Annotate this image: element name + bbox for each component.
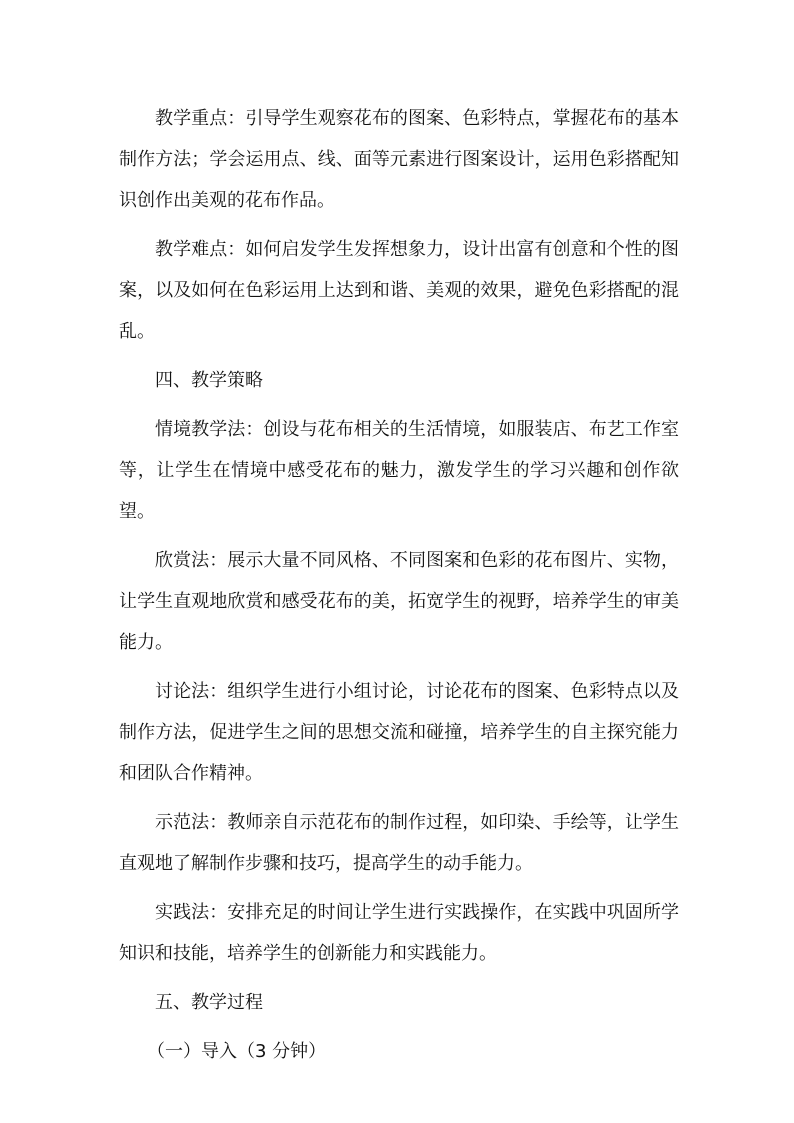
subsection-heading-introduction: （一）导入（3 分钟） (147, 1041, 327, 1062)
strategy-practice-paragraph: 实践法：安排充足的时间让学生进行实践操作，在实践中巩固所学知识和技能，培养学生的创新能力和实践能力。 (119, 902, 679, 964)
section-heading-teaching-strategies: 四、教学策略 (155, 370, 263, 391)
section-heading-teaching-process: 五、教学过程 (155, 992, 263, 1013)
strategy-appreciation-paragraph: 欣赏法：展示大量不同风格、不同图案和色彩的花布图片、实物，让学生直观地欣赏和感受花布的美，拓宽学生的视野，培养学生的审美能力。 (119, 550, 679, 653)
strategy-discussion-paragraph: 讨论法：组织学生进行小组讨论，讨论花布的图案、色彩特点以及制作方法，促进学生之间的思想交流和碰撞，培养学生的自主探究能力和团队合作精神。 (119, 681, 679, 784)
strategy-situational-paragraph: 情境教学法：创设与花布相关的生活情境，如服装店、布艺工作室等，让学生在情境中感受花布的魅力，激发学生的学习兴趣和创作欲望。 (119, 419, 679, 522)
teaching-key-points-paragraph: 教学重点：引导学生观察花布的图案、色彩特点，掌握花布的基本制作方法；学会运用点、线、面等元素进行图案设计，运用色彩搭配知识创作出美观的花布作品。 (119, 108, 679, 211)
teaching-difficulties-paragraph: 教学难点：如何启发学生发挥想象力，设计出富有创意和个性的图案，以及如何在色彩运用上达到和谐、美观的效果，避免色彩搭配的混乱。 (119, 239, 679, 342)
strategy-demonstration-paragraph: 示范法：教师亲自示范花布的制作过程，如印染、手绘等，让学生直观地了解制作步骤和技巧，提高学生的动手能力。 (119, 812, 679, 874)
document-body (119, 98, 679, 1072)
